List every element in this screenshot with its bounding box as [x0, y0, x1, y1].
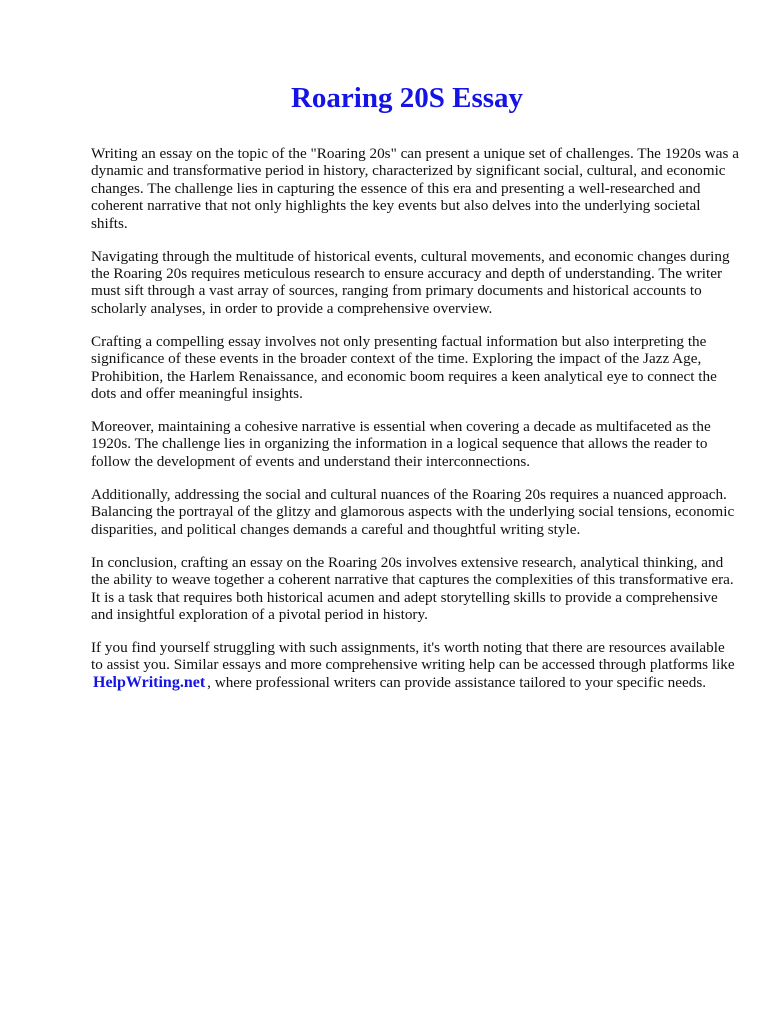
paragraph-4: Moreover, maintaining a cohesive narrative is essential when covering a decade as multifaceted as the 1920s. The challenge lies in organizing the information in a logical sequence that allows the reader to follow the development of events and understand their interconnections. — [91, 418, 711, 470]
paragraph-6: In conclusion, crafting an essay on the Roaring 20s involves extensive research, analytical thinking, and the ability to weave together a coherent narrative that captures the complexities of this transformative era. It is a task that requires both historical acumen and adept storytelling skills to provide a comprehensive and insightful exploration of a pivotal period in history. — [91, 553, 734, 623]
paragraph-7-outro: , where professional writers can provide assistance tailored to your specific needs. — [207, 673, 707, 691]
paragraph-3: Crafting a compelling essay involves not only presenting factual information but also interpreting the significance of these events in the broader context of the time. Exploring the impact of the Jazz Age, Prohibition, the Harlem Renaissance, and economic boom requires a keen analytical eye to connect the dots and offer meaningful insights. — [91, 332, 717, 403]
paragraph-1: Writing an essay on the topic of the "Roaring 20s" can present a unique set of challenges. The 1920s was a dynamic and transformative period in history, characterized by significant social, cultural, and economic changes. The challenge lies in capturing the essence of this era and presenting a well-researched and coherent narrative that not only highlights the key events but also delves into the underlying societal shifts. — [91, 145, 739, 232]
page-title: Roaring 20S Essay — [290, 82, 524, 114]
paragraph-7-intro: If you find yourself struggling with such assignments, it's worth noting that there are resources available to assist you. Similar essays and more comprehensive writing help can be accessed through platforms like — [91, 638, 735, 674]
helpwriting-link[interactable]: HelpWriting.net — [93, 673, 206, 691]
essay-body — [91, 145, 739, 707]
paragraph-5: Additionally, addressing the social and cultural nuances of the Roaring 20s requires a nuanced approach. Balancing the portrayal of the glitzy and glamorous aspects with the underlying social tensions, economic disparities, and political changes demands a careful and thoughtful writing style. — [91, 485, 735, 538]
paragraph-7 — [91, 639, 739, 691]
paragraph-2: Navigating through the multitude of historical events, cultural movements, and economic changes during the Roaring 20s requires meticulous research to ensure accuracy and depth of understanding. The writer must sift through a vast array of sources, ranging from primary documents and historical accounts to scholarly analyses, in order to provide a comprehensive overview. — [91, 247, 730, 317]
